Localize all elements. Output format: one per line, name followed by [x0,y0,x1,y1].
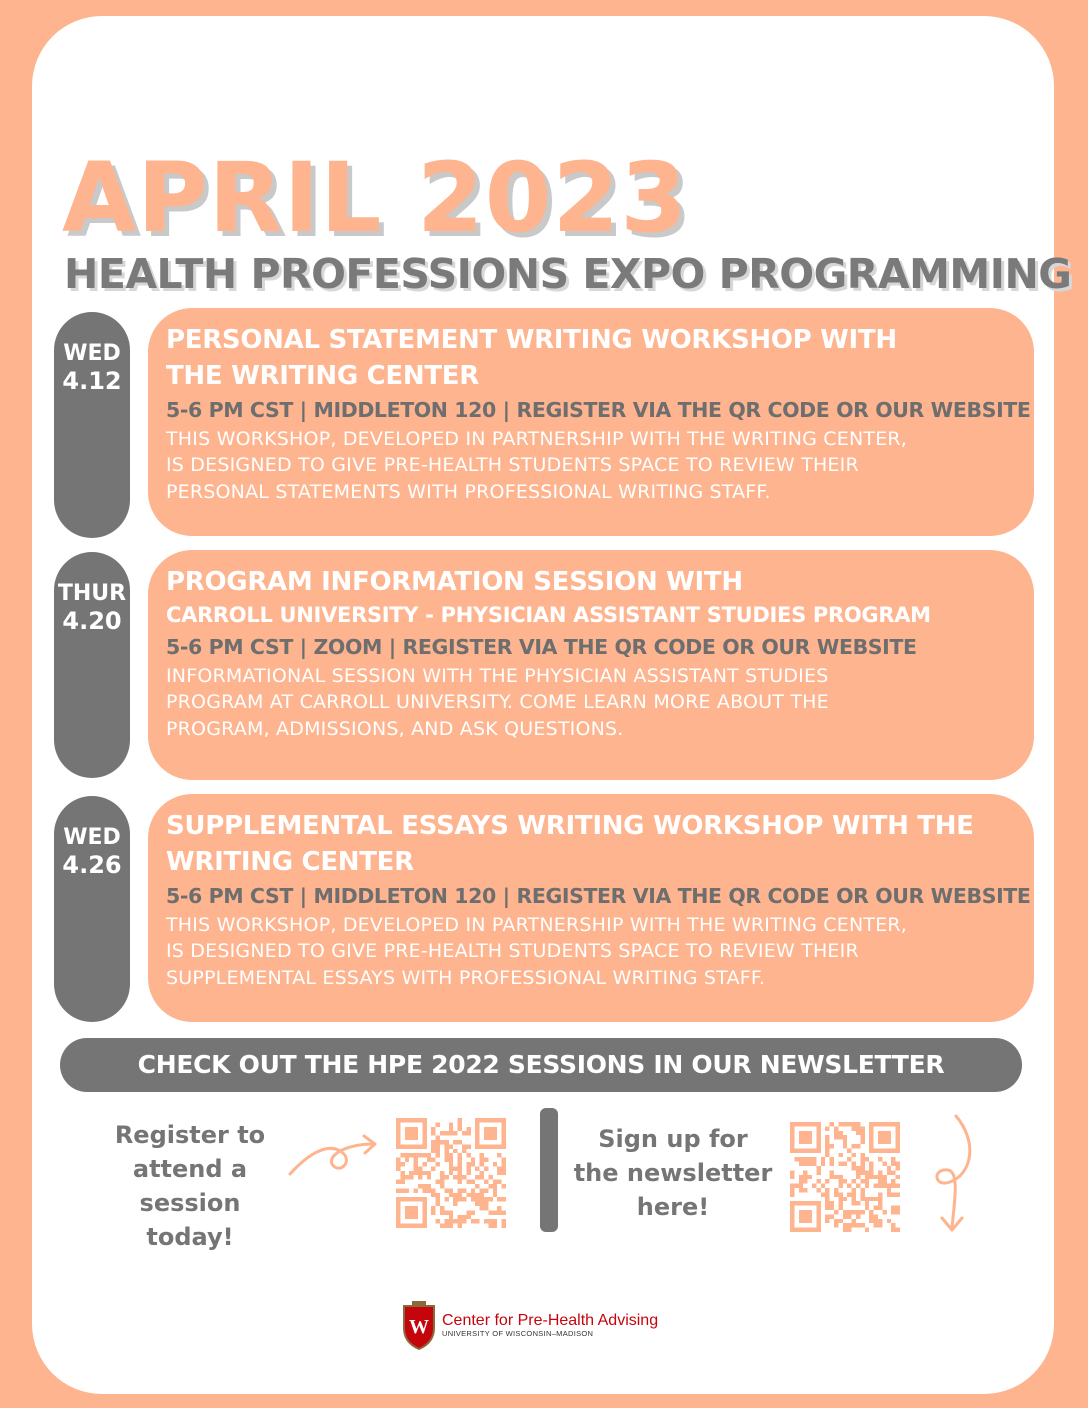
event-1-title-line1: PERSONAL STATEMENT WRITING WORKSHOP WITH [166,325,897,355]
uw-crest-icon [400,1300,438,1350]
event-3-date: 4.26 [62,851,122,880]
curly-arrow-down-icon [926,1112,982,1236]
event-3-desc-line3: SUPPLEMENTAL ESSAYS WITH PROFESSIONAL WRITING STAFF. [166,966,766,989]
event-2-desc-line2: PROGRAM AT CARROLL UNIVERSITY. COME LEARN MORE ABOUT THE [166,691,829,714]
newsletter-banner[interactable]: CHECK OUT THE HPE 2022 SESSIONS IN OUR NEWSLETTER [60,1038,1022,1092]
event-3-title-line1: SUPPLEMENTAL ESSAYS WRITING WORKSHOP WITH THE [166,811,974,841]
newsletter-cta-text [572,1122,774,1224]
event-3-title-line2: WRITING CENTER [166,847,414,878]
event-1-title-line2: THE WRITING CENTER [166,361,479,392]
event-2-subtitle: CARROLL UNIVERSITY - PHYSICIAN ASSISTANT STUDIES PROGRAM [166,603,931,628]
register-cta-line3: session today! [139,1189,241,1252]
event-1-desc-line3: PERSONAL STATEMENTS WITH PROFESSIONAL WRITING STAFF. [166,480,771,503]
event-2-title-line1: PROGRAM INFORMATION SESSION WITH [166,567,743,597]
uw-logo [400,1300,658,1350]
event-2-day: THUR [57,581,127,606]
page-title: APRIL 2023 [62,142,689,254]
event-2-date: 4.20 [62,607,122,636]
curly-arrow-right-icon [286,1128,382,1180]
register-cta-text [94,1118,286,1254]
cta-divider [540,1108,558,1232]
event-card-3 [148,794,1034,1022]
event-card-2 [148,550,1034,780]
date-pill-3 [54,796,130,1022]
event-card-1 [148,308,1034,536]
event-3-desc-line2: IS DESIGNED TO GIVE PRE-HEALTH STUDENTS SPACE TO REVIEW THEIR [166,940,859,963]
event-1-date: 4.12 [62,367,122,396]
event-2-meta: 5-6 PM CST | ZOOM | REGISTER VIA THE QR CODE OR OUR WEBSITE [166,634,917,659]
register-qr-code[interactable] [396,1118,506,1228]
logo-name: Center for Pre-Health Advising [442,1311,659,1329]
event-3-day: WED [63,825,121,850]
event-1-meta: 5-6 PM CST | MIDDLETON 120 | REGISTER VIA THE QR CODE OR OUR WEBSITE [166,397,1031,422]
register-cta-line1: Register to [114,1121,266,1149]
page-subtitle: HEALTH PROFESSIONS EXPO PROGRAMMING [64,250,1072,298]
event-1-desc-line1: THIS WORKSHOP, DEVELOPED IN PARTNERSHIP WITH THE WRITING CENTER, [166,427,908,450]
newsletter-cta-line3: here! [636,1193,710,1222]
event-2-desc-line3: PROGRAM, ADMISSIONS, AND ASK QUESTIONS. [166,717,624,740]
register-cta-line2: attend a [132,1155,248,1184]
logo-university: UNIVERSITY OF WISCONSIN–MADISON [442,1329,594,1339]
event-1-desc-line2: IS DESIGNED TO GIVE PRE-HEALTH STUDENTS SPACE TO REVIEW THEIR [166,454,859,477]
event-1-day: WED [63,341,121,366]
date-pill-1 [54,312,130,538]
uw-crest-letter: W [409,1316,429,1338]
event-2-desc-line1: INFORMATIONAL SESSION WITH THE PHYSICIAN ASSISTANT STUDIES [166,664,829,687]
date-pill-2 [54,552,130,778]
event-3-meta: 5-6 PM CST | MIDDLETON 120 | REGISTER VIA THE QR CODE OR OUR WEBSITE [166,883,1031,908]
newsletter-qr-code[interactable] [790,1122,900,1232]
newsletter-cta-line2: the newsletter [573,1159,773,1188]
newsletter-cta-line1: Sign up for [598,1125,748,1153]
event-3-desc-line1: THIS WORKSHOP, DEVELOPED IN PARTNERSHIP WITH THE WRITING CENTER, [166,913,908,936]
